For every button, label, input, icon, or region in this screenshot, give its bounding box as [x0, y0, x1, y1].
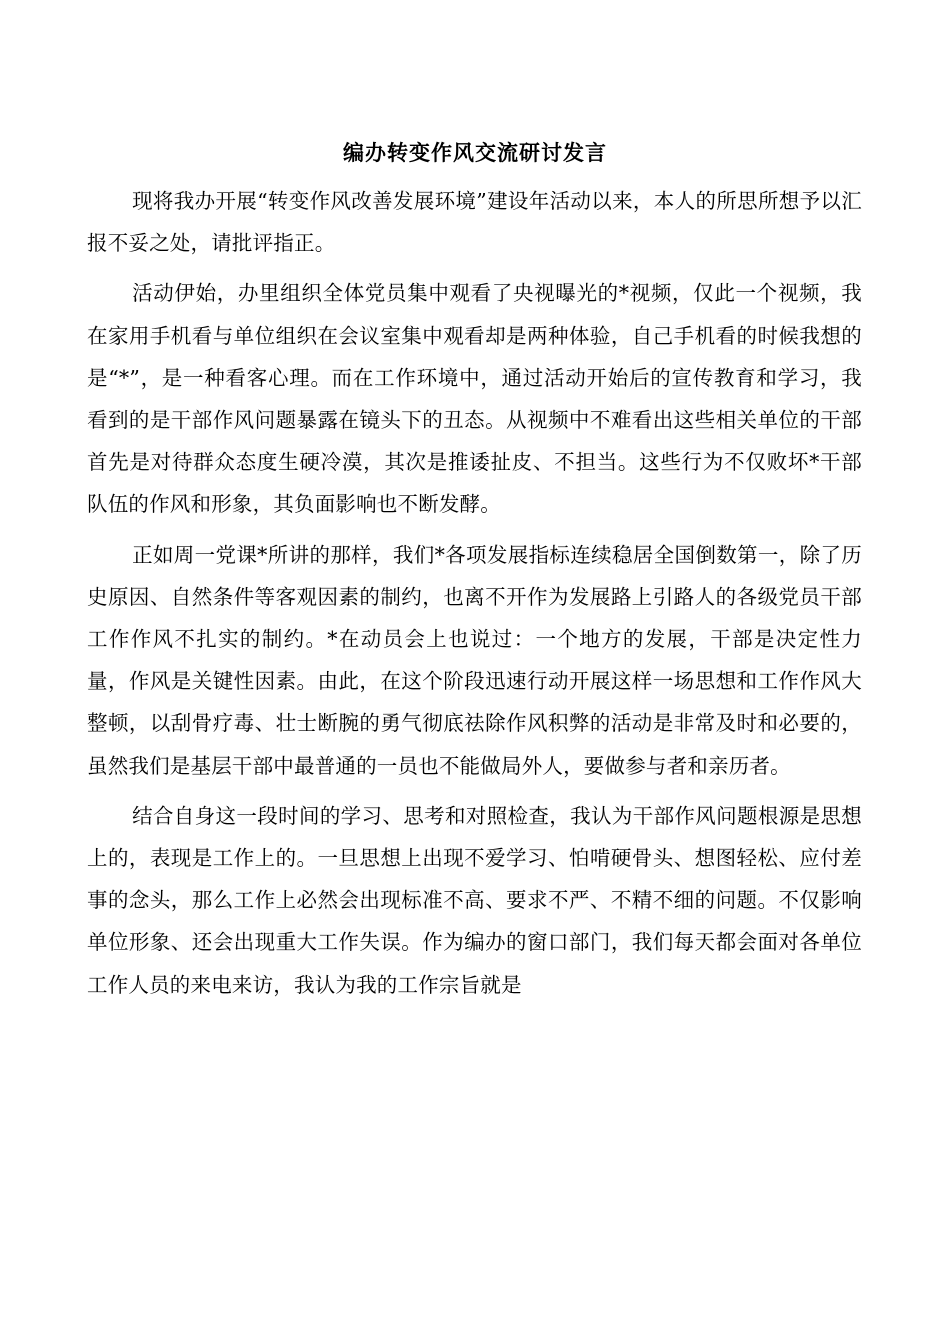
paragraph-2: 活动伊始，办里组织全体党员集中观看了央视曝光的*视频，仅此一个视频，我在家用手机看与单位组织在会议室集中观看却是两种体验，自己手机看的时候我想的是“*”，是一种看客心理。而在工作环境中，通过活动开始后的宣传教育和学习，我看到的是干部作风问题暴露在镜头下的丑态。从视频中不难看出这些相关单位的干部首先是对待群众态度生硬冷漠，其次是推诿扯皮、不担当。这些行为不仅败坏*干部队伍的作风和形象，其负面影响也不断发酵。	[87, 281, 862, 517]
document-title: 编办转变作风交流研讨发言	[343, 140, 607, 165]
paragraph-1: 现将我办开展“转变作风改善发展环境”建设年活动以来，本人的所思所想予以汇报不妥之处，请批评指正。	[87, 189, 862, 256]
paragraph-4: 结合自身这一段时间的学习、思考和对照检查，我认为干部作风问题根源是思想上的，表现是工作上的。一旦思想上出现不爱学习、怕啃硬骨头、想图轻松、应付差事的念头，那么工作上必然会出现标准不高、要求不严、不精不细的问题。不仅影响单位形象、还会出现重大工作失误。作为编办的窗口部门，我们每天都会面对各单位工作人员的来电来访，我认为我的工作宗旨就是	[87, 803, 862, 997]
document-body	[87, 180, 862, 1006]
paragraph-3: 正如周一党课*所讲的那样，我们*各项发展指标连续稳居全国倒数第一，除了历史原因、自然条件等客观因素的制约，也离不开作为发展路上引路人的各级党员干部工作作风不扎实的制约。*在动员会上也说过：一个地方的发展，干部是决定性力量，作风是关键性因素。由此，在这个阶段迅速行动开展这样一场思想和工作作风大整顿，以刮骨疗毒、壮士断腕的勇气彻底祛除作风积弊的活动是非常及时和必要的，虽然我们是基层干部中最普通的一员也不能做局外人，要做参与者和亲历者。	[87, 542, 862, 778]
